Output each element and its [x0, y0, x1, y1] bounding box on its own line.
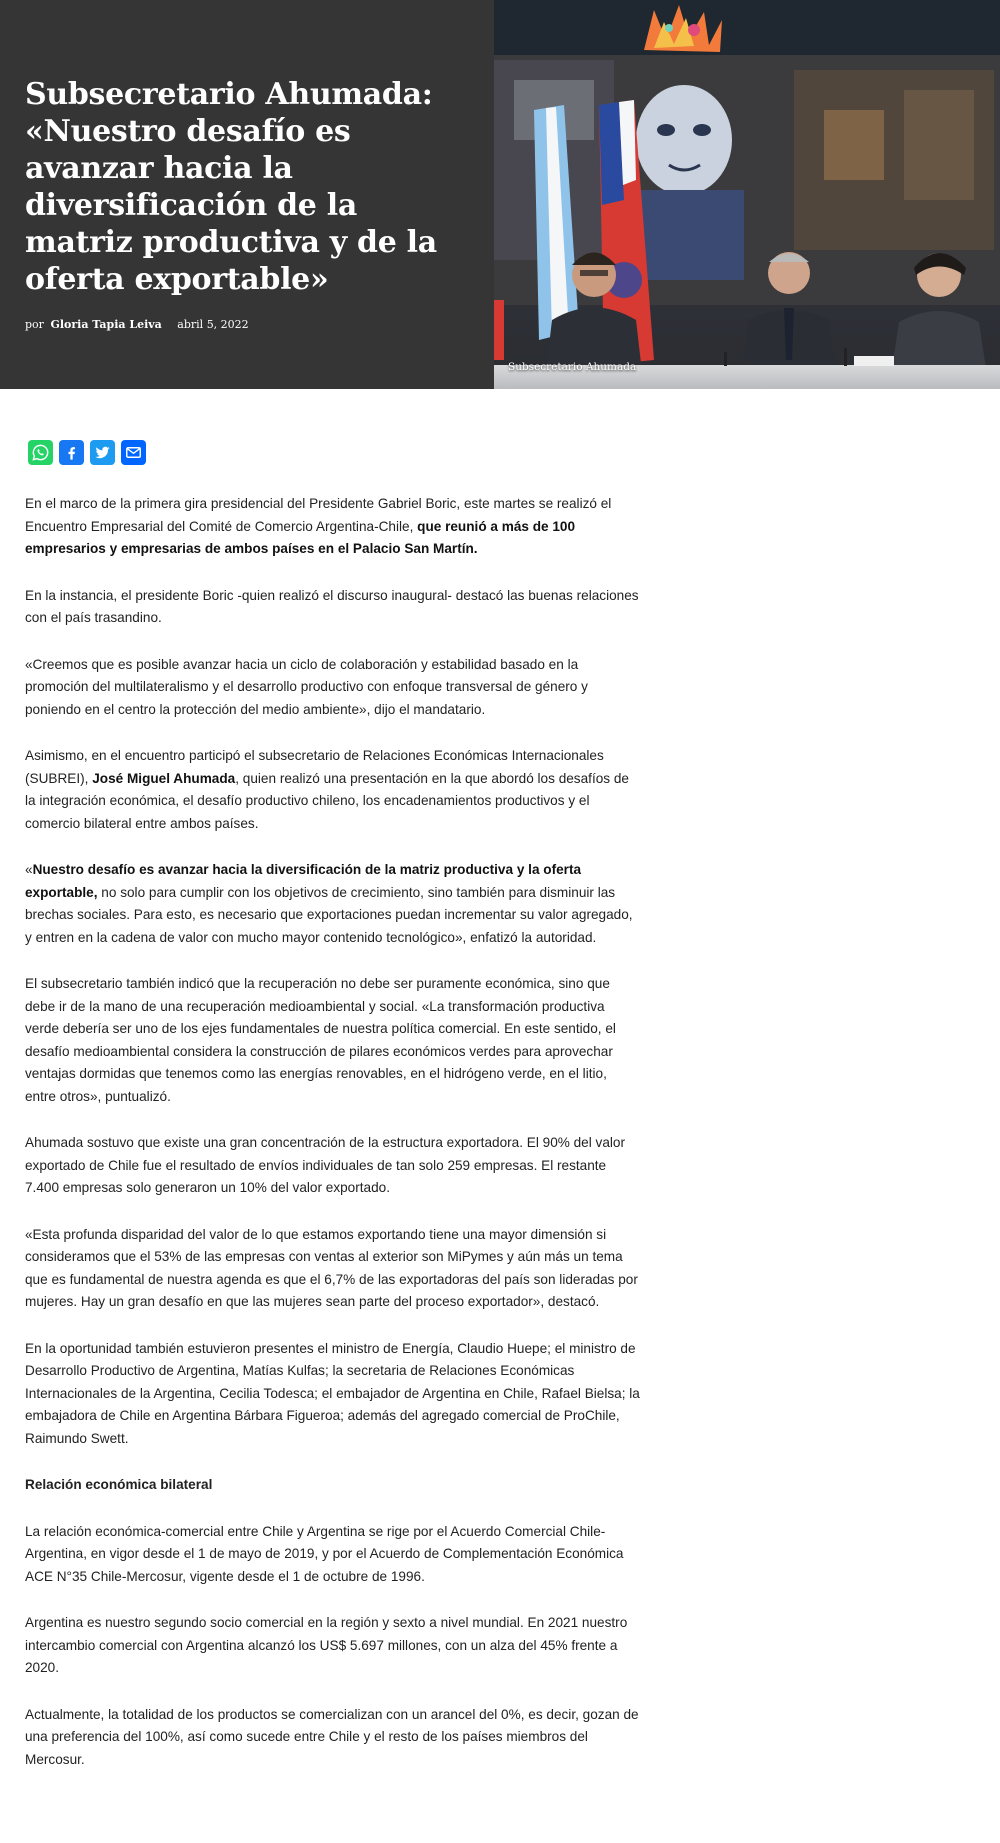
- author-link[interactable]: Gloria Tapia Leiva: [50, 318, 162, 331]
- hero-text-block: [25, 76, 465, 331]
- section-subheading: Relación económica bilateral: [25, 1477, 213, 1492]
- article-paragraph: La relación económica-comercial entre Chile y Argentina se rige por el Acuerdo Comercial Chile-Argentina, en vigor desde el 1 de mayo de 2019, y por el Acuerdo de Complementación Económica ACE N°35 Chile-Mercosur, vigente desde el 1 de octubre de 1996.: [25, 1523, 624, 1584]
- article-paragraph: «Esta profunda disparidad del valor de lo que estamos exportando tiene una mayor dimensión si consideramos que el 53% de las empresas con ventas al exterior son MiPymes y aún más un tema que es fundamental de nuestra agenda es que el 6,7% de las exportadoras del país son lideradas por mujeres. Hay un gran desafío en que las mujeres sean parte del proceso exportador», destacó.: [25, 1226, 638, 1309]
- share-bar: [28, 440, 146, 465]
- share-whatsapp-button[interactable]: [28, 440, 53, 465]
- whatsapp-icon: [31, 443, 50, 462]
- article-hero: [0, 0, 1000, 389]
- hero-photo: [494, 0, 1000, 389]
- article-paragraph: «Creemos que es posible avanzar hacia un ciclo de colaboración y estabilidad basado en la promoción del multilateralismo y el desarrollo productivo con enfoque transversal de género y poniendo en el centro la protección del medio ambiente», dijo el mandatario.: [25, 656, 588, 717]
- byline-prefix: por: [25, 318, 44, 331]
- article-body: [25, 493, 640, 1795]
- publish-date: abril 5, 2022: [177, 318, 249, 331]
- paragraph-bold-text: Nuestro desafío es avanzar hacia la diversificación de la matriz productiva y la oferta exportable,: [25, 862, 582, 900]
- paragraph-text: no solo para cumplir con los objetivos de crecimiento, sino también para disminuir las brechas sociales. Para esto, es necesario que exportaciones puedan incrementar su valor agregado, y entren en la cadena de valor con mucho mayor contenido tecnológico», enfatizó la autoridad.: [25, 884, 633, 945]
- article-meta: [25, 318, 465, 331]
- article-paragraph: Ahumada sostuvo que existe una gran concentración de la estructura exportadora. El 90% del valor exportado de Chile fue el resultado de envíos individuales de tan solo 259 empresas. El restante 7.400 empresas solo generaron un 10% del valor exportado.: [25, 1135, 625, 1195]
- article-paragraph: Argentina es nuestro segundo socio comercial en la región y sexto a nivel mundial. En 2021 nuestro intercambio comercial con Argentina alcanzó los US$ 5.697 millones, con un alza del 45% frente a 2020.: [25, 1615, 628, 1675]
- facebook-icon: [62, 443, 81, 462]
- share-twitter-button[interactable]: [90, 440, 115, 465]
- paragraph-text: En el marco de la primera gira presidencial del Presidente Gabriel Boric, este martes se realizó el Encuentro Empresarial del Comité de Comercio Argentina-Chile,: [25, 496, 612, 534]
- article-paragraph: [25, 859, 640, 949]
- twitter-icon: [93, 443, 112, 462]
- share-facebook-button[interactable]: [59, 440, 84, 465]
- article-paragraph: El subsecretario también indicó que la recuperación no debe ser puramente económica, sino que debe ir de la mano de una recuperación medioambiental y social. «La transformación productiva verde debería ser uno de los ejes fundamentales de nuestra política comercial. En este sentido, el desafío medioambiental considera la construcción de pilares económicos verdes para aprovechar ventajas dormidas que tenemos como las energías renovables, en el hidrógeno verde, en el litio, entre otros», puntualizó.: [25, 976, 616, 1104]
- paragraph-bold-text: José Miguel Ahumada: [92, 770, 236, 786]
- paragraph-bold-text: que reunió a más de 100 empresarios y empresarias de ambos países en el Palacio San Martín.: [25, 518, 576, 556]
- hero-photo-illustration: [494, 0, 1000, 389]
- page-title: Subsecretario Ahumada: «Nuestro desafío es avanzar hacia la diversificación de la matriz productiva y de la oferta exportable»: [25, 77, 437, 297]
- share-email-button[interactable]: [121, 440, 146, 465]
- paragraph-text: «: [25, 862, 33, 877]
- article-paragraph: En la instancia, el presidente Boric -quien realizó el discurso inaugural- destacó las buenas relaciones con el país trasandino.: [25, 587, 639, 625]
- paragraph-text: , quien realizó una presentación en la que abordó los desafíos de la integración económica, el desafío productivo chileno, los encadenamientos productivos y el comercio bilateral entre ambos países.: [25, 770, 629, 831]
- article-paragraph: [25, 493, 640, 561]
- email-icon: [124, 443, 143, 462]
- article-paragraph: Actualmente, la totalidad de los productos se comercializan con un arancel del 0%, es decir, gozan de una preferencia del 100%, así como sucede entre Chile y el resto de los países miembros del Mercosur.: [25, 1706, 639, 1767]
- photo-caption: Subsecretario Ahumada: [508, 361, 637, 373]
- article-paragraph: [25, 745, 640, 835]
- paragraph-text: Asimismo, en el encuentro participó el subsecretario de Relaciones Económicas Internacionales (SUBREI),: [25, 748, 604, 786]
- article-paragraph: En la oportunidad también estuvieron presentes el ministro de Energía, Claudio Huepe; el ministro de Desarrollo Productivo de Argentina, Matías Kulfas; la secretaria de Relaciones Económicas Internacionales de la Argentina, Cecilia Todesca; el embajador de Argentina en Chile, Rafael Bielsa; la embajadora de Chile en Argentina Bárbara Figueroa; además del agregado comercial de ProChile, Raimundo Swett.: [25, 1340, 640, 1446]
